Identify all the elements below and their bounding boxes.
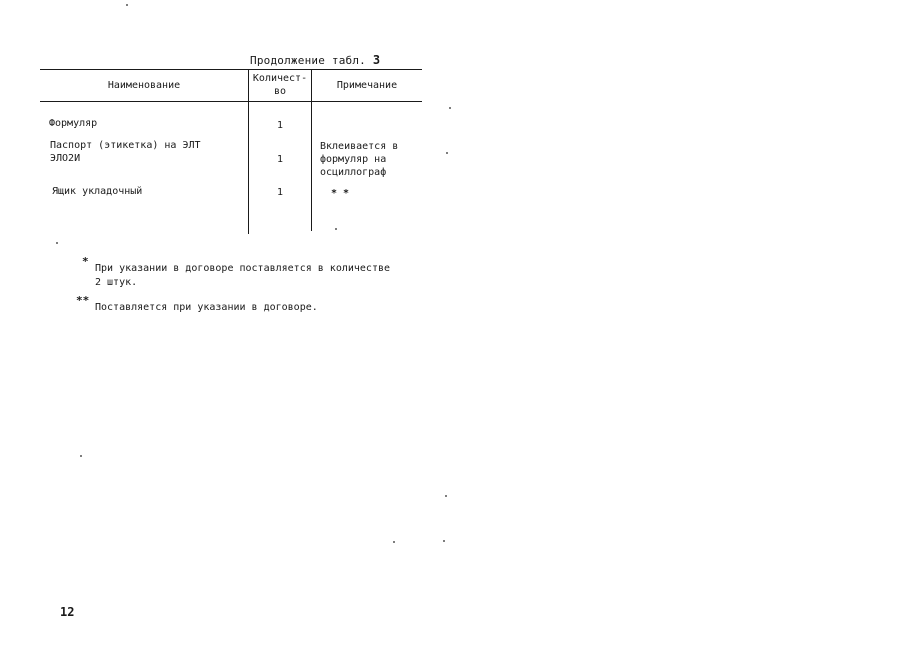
scan-speck — [449, 107, 451, 109]
table-header-rule — [40, 101, 422, 102]
scan-speck — [126, 4, 128, 6]
table-caption-text: Продолжение табл. — [250, 54, 366, 67]
header-note: Примечание — [336, 80, 398, 91]
scan-speck — [335, 228, 337, 230]
header-qty-line2: во — [273, 86, 287, 97]
footnote-2-line1: Поставляется при указании в договоре. — [95, 302, 318, 313]
row-2-name-line2: ЭЛО2И — [50, 153, 81, 164]
footnote-1-line2: 2 штук. — [95, 277, 138, 288]
footnote-1-line1: При указании в договоре поставляется в количестве — [95, 263, 391, 274]
header-name: Наименование — [107, 80, 181, 91]
row-2-note-line2: формуляр на — [320, 154, 387, 165]
row-3-note-marks: * * — [331, 188, 350, 199]
row-1-name: Формуляр — [49, 118, 98, 129]
page-number: 12 — [60, 605, 75, 619]
header-qty-line1: Количест- — [252, 73, 308, 84]
table-column-divider-2 — [311, 69, 312, 231]
scan-speck — [80, 455, 82, 457]
scan-speck — [446, 152, 448, 154]
table-caption-number: 3 — [372, 53, 381, 67]
scan-speck — [393, 541, 395, 543]
scan-speck — [56, 242, 58, 244]
scan-speck — [445, 495, 447, 497]
footnote-2-mark: ** — [76, 294, 90, 307]
row-2-name-line1: Паспорт (этикетка) на ЭЛТ — [50, 140, 201, 151]
row-3-qty: 1 — [276, 187, 284, 198]
row-1-qty: 1 — [276, 120, 284, 131]
row-2-qty: 1 — [276, 154, 284, 165]
row-2-note-line1: Вклеивается в — [320, 141, 399, 152]
table-caption — [250, 53, 380, 67]
scan-speck — [443, 540, 445, 542]
table-top-rule — [40, 69, 422, 70]
row-2-note-line3: осциллограф — [320, 167, 387, 178]
footnote-1-mark: * — [82, 255, 89, 268]
row-3-name: Ящик укладочный — [52, 186, 143, 197]
